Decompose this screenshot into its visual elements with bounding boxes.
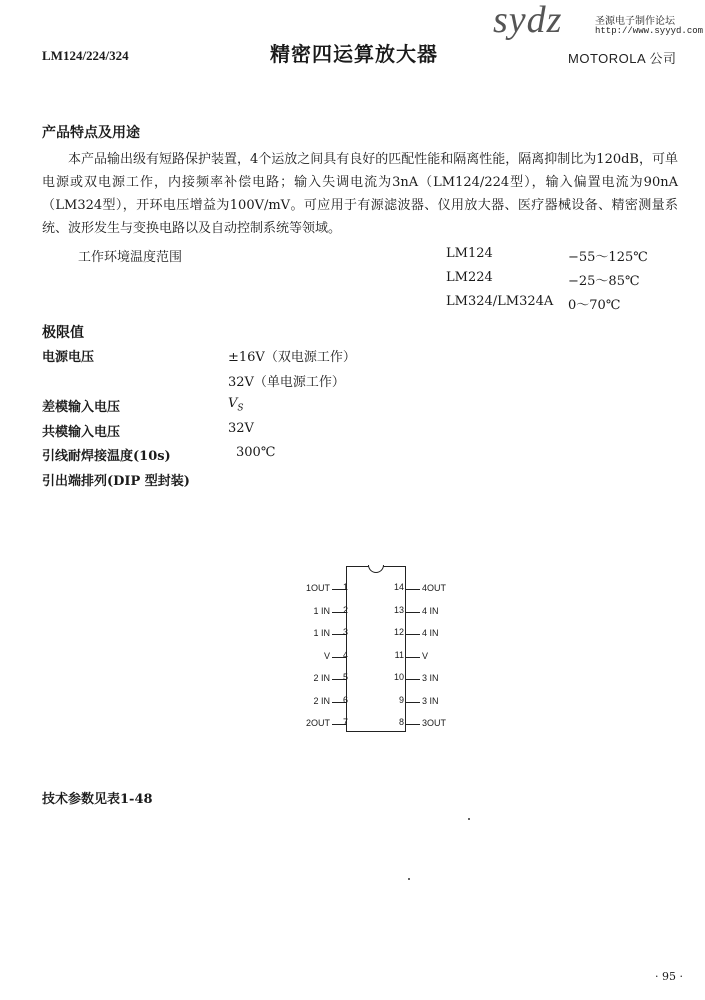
limit-label-diff-input: 差模输入电压 xyxy=(42,400,121,415)
pin-number: 8 xyxy=(398,717,404,727)
temp-range-lm324: 0～70℃ xyxy=(568,298,621,313)
pin-lead xyxy=(406,657,420,658)
scan-speck xyxy=(468,818,470,820)
pin-name: V xyxy=(422,650,429,661)
temp-range-label: 工作环境温度范围 xyxy=(78,250,183,265)
pin-number: 10 xyxy=(393,672,404,682)
ic-notch xyxy=(368,565,384,573)
pin-name: 3 IN xyxy=(422,695,439,706)
limits-heading: 极限值 xyxy=(42,325,84,341)
part-number: LM124/224/324 xyxy=(42,48,129,63)
pin-lead xyxy=(406,634,420,635)
pin-number: 13 xyxy=(393,604,404,615)
limit-label-supply: 电源电压 xyxy=(42,350,95,365)
pin-lead xyxy=(406,702,420,703)
limit-value-solder-temp: 300℃ xyxy=(236,445,276,460)
pin-name: 4OUT xyxy=(422,583,447,593)
pin-name: 2 IN xyxy=(313,673,330,683)
logo-text: sydz xyxy=(493,0,563,41)
logo-url-text: http://www.syyyd.com xyxy=(595,26,704,36)
page-number: · 95 · xyxy=(655,970,683,983)
pin-number: 7 xyxy=(343,717,349,727)
pin-number: 11 xyxy=(394,649,404,660)
spec-table-reference: 技术参数见表1-48 xyxy=(42,792,153,807)
limit-value-diff-subscript: S xyxy=(237,403,244,414)
pin-number: 2 xyxy=(343,604,349,615)
pinout-heading: 引出端排列(DIP 型封装) xyxy=(42,474,190,489)
limit-value-supply-dual: ±16V（双电源工作） xyxy=(228,350,356,365)
limit-value-diff-symbol: V xyxy=(228,396,238,411)
limit-value-cm-input: 32V xyxy=(228,421,254,436)
limit-label-solder-temp: 引线耐焊接温度(10s) xyxy=(42,449,171,464)
pin-lead xyxy=(406,589,420,590)
pin-number: 1 xyxy=(343,582,349,592)
page-title: 精密四运算放大器 xyxy=(270,42,438,66)
pin-name: 2OUT xyxy=(305,718,330,728)
pin-name: 2 IN xyxy=(313,695,330,706)
temp-part-lm124: LM124 xyxy=(446,246,493,261)
pin-lead xyxy=(406,679,420,680)
pin-number: 9 xyxy=(398,694,404,705)
pin-number: 5 xyxy=(343,672,349,682)
scan-speck xyxy=(408,878,410,880)
pin-name: 1OUT xyxy=(305,583,330,593)
pin-number: 3 xyxy=(343,627,349,637)
pin-name: 1 IN xyxy=(313,628,330,638)
pin-lead xyxy=(406,612,420,613)
temp-range-lm224: −25～85℃ xyxy=(568,274,640,289)
pin-name: 4 IN xyxy=(422,628,439,638)
limit-value-supply-single: 32V（单电源工作） xyxy=(228,375,345,390)
limit-value-diff-input xyxy=(228,396,244,414)
pin-number: 12 xyxy=(393,627,404,637)
temp-part-lm224: LM224 xyxy=(446,270,493,285)
pin-name: 1 IN xyxy=(313,605,330,616)
pin-name: 3 IN xyxy=(422,673,439,683)
temp-part-lm324: LM324/LM324A xyxy=(446,294,554,309)
pin-lead xyxy=(406,724,420,725)
pin-name: V xyxy=(323,650,330,661)
temp-range-lm124: −55～125℃ xyxy=(568,250,648,265)
pin-number: 6 xyxy=(343,694,349,705)
limit-label-cm-input: 共模输入电压 xyxy=(42,425,121,440)
pin-number: 4 xyxy=(343,649,349,660)
features-heading: 产品特点及用途 xyxy=(42,125,140,141)
brand-name: MOTOROLA 公司 xyxy=(568,51,677,66)
features-paragraph: 本产品输出级有短路保护装置，4个运放之间具有良好的匹配性能和隔离性能，隔离抑制比为120dB，可单电源或双电源工作，内接频率补偿电路；输入失调电流为3nA（LM124/224型），输入偏置电流为90nA（LM324型），开环电压增益为100V/mV。可应用于有源滤波器、仪用放大器、医疗器械设备、精密测量系统、波形发生与变换电路以及自动控制系统等领域。 xyxy=(42,152,678,236)
logo-cn-text: 圣源电子制作论坛 xyxy=(595,16,675,27)
pin-name: 4 IN xyxy=(422,605,439,616)
pin-number: 14 xyxy=(393,582,404,592)
pin-name: 3OUT xyxy=(422,718,447,728)
